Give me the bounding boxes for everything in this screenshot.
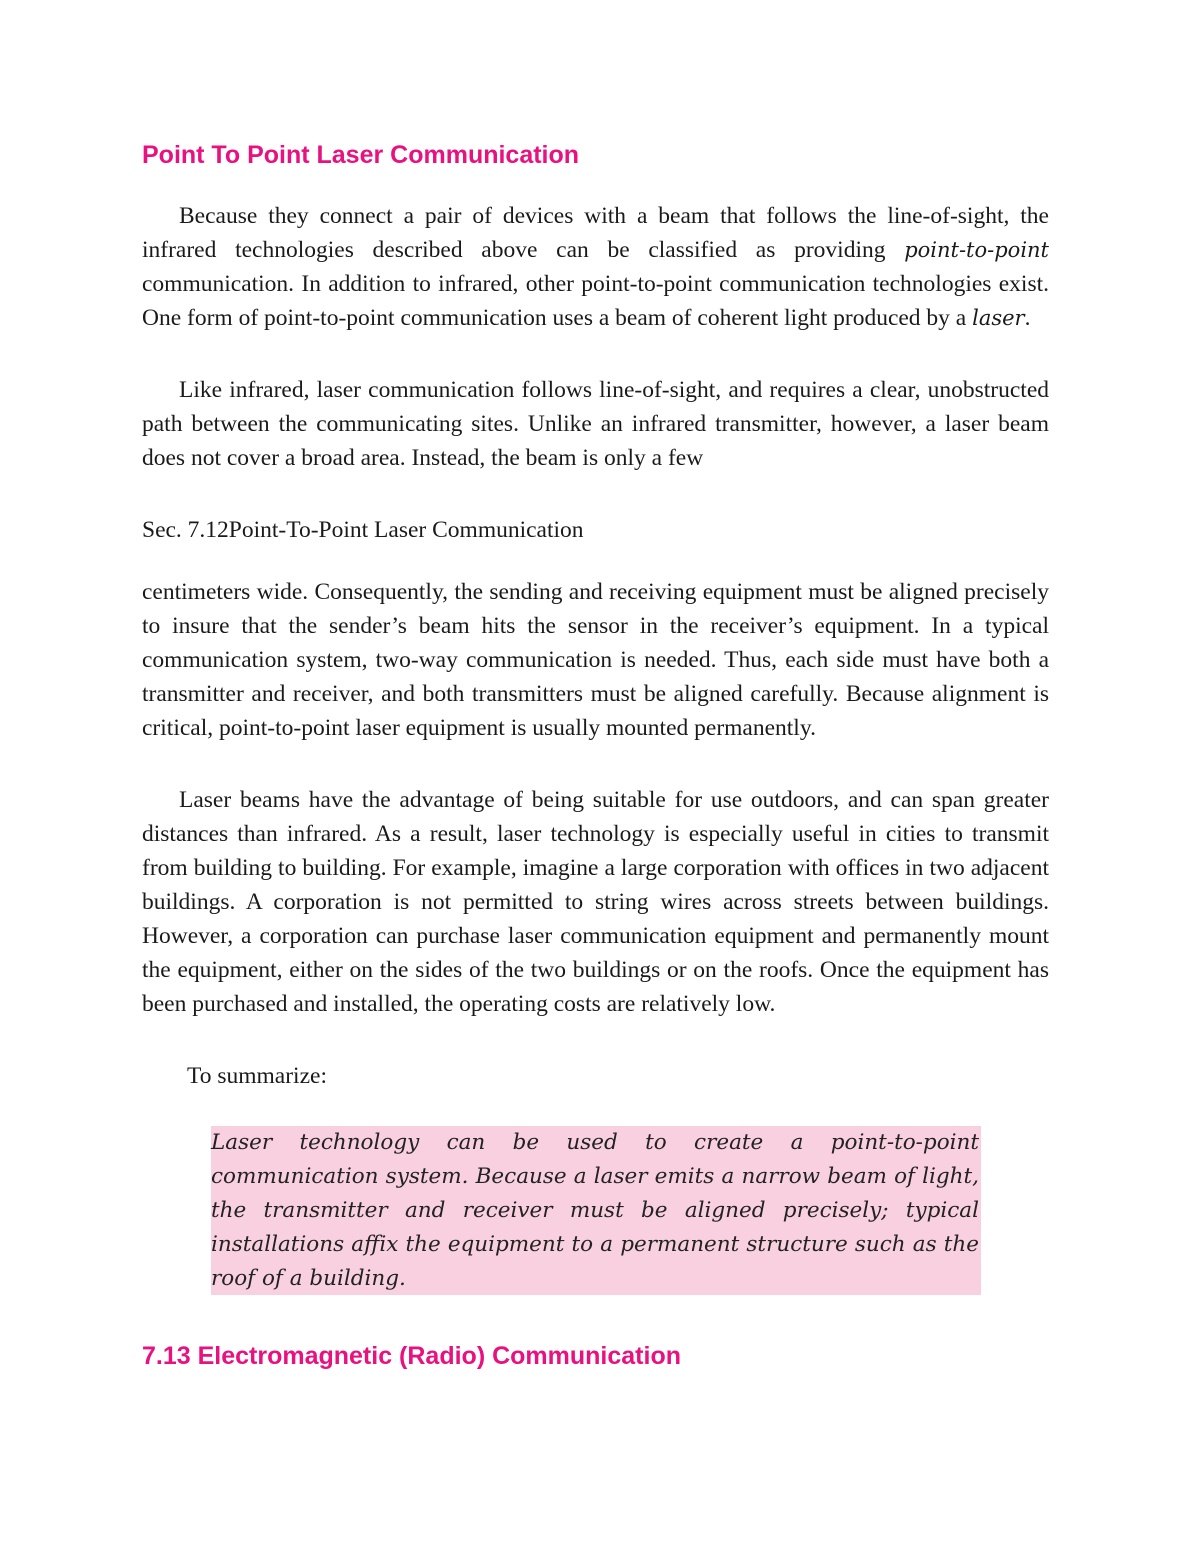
paragraph-advantages: Laser beams have the advantage of being suitable for use outdoors, and can span greater distances than infrared. As a result, laser technology is especially useful in cities to transmit from building to building. For example, imagine a large corporation with offices in two adjacent buildings. A corporation is not permitted to string wires across streets between buildings. However, a corporation can purchase laser communication equipment and permanently mount the equipment, either on the sides of the two buildings or on the roofs. Once the equipment has been purchased and installed, the operating costs are relatively low. (142, 787, 1049, 1017)
paragraph-intro-text-2: communication. In addition to infrared, other point-to-point communication technologies exist. One form of point-to-point communication uses a beam of coherent light produced by a (142, 271, 1049, 331)
paragraph-line-of-sight: Like infrared, laser communication follows line-of-sight, and requires a clear, unobstructed path between the communicating sites. Unlike an infrared transmitter, however, a laser beam does not cover a broad area. Instead, the beam is only a few (142, 377, 1049, 471)
emphasis-laser: laser (972, 306, 1025, 330)
paragraph-intro-text-1: Because they connect a pair of devices with a beam that follows the line-of-sight, the infrared technologies described above can be classified as providing (142, 203, 1049, 263)
summary-box (211, 1126, 981, 1295)
summary-text: Laser technology can be used to create a point-to-point communication system. Because a laser emits a narrow beam of light, the transmitter and receiver must be aligned precisely; typical installations affix the equipment to a permanent structure such as the roof of a building. (211, 1130, 979, 1291)
emphasis-point-to-point: point-to-point (904, 238, 1049, 262)
next-section-heading: 7.13 Electromagnetic (Radio) Communication (142, 1342, 681, 1370)
summary-intro: To summarize: (187, 1063, 327, 1089)
paragraph-intro-text-3: . (1024, 305, 1031, 331)
running-header: Sec. 7.12Point-To-Point Laser Communication (142, 517, 584, 543)
paragraph-alignment: centimeters wide. Consequently, the sending and receiving equipment must be aligned precisely to insure that the sender’s beam hits the sensor in the receiver’s equipment. In a typical communication system, two-way communication is needed. Thus, each side must have both a transmitter and receiver, and both transmitters must be aligned carefully. Because alignment is critical, point-to-point laser equipment is usually mounted permanently. (142, 579, 1049, 741)
paragraph-intro (142, 199, 1049, 335)
section-heading: Point To Point Laser Communication (142, 141, 580, 169)
